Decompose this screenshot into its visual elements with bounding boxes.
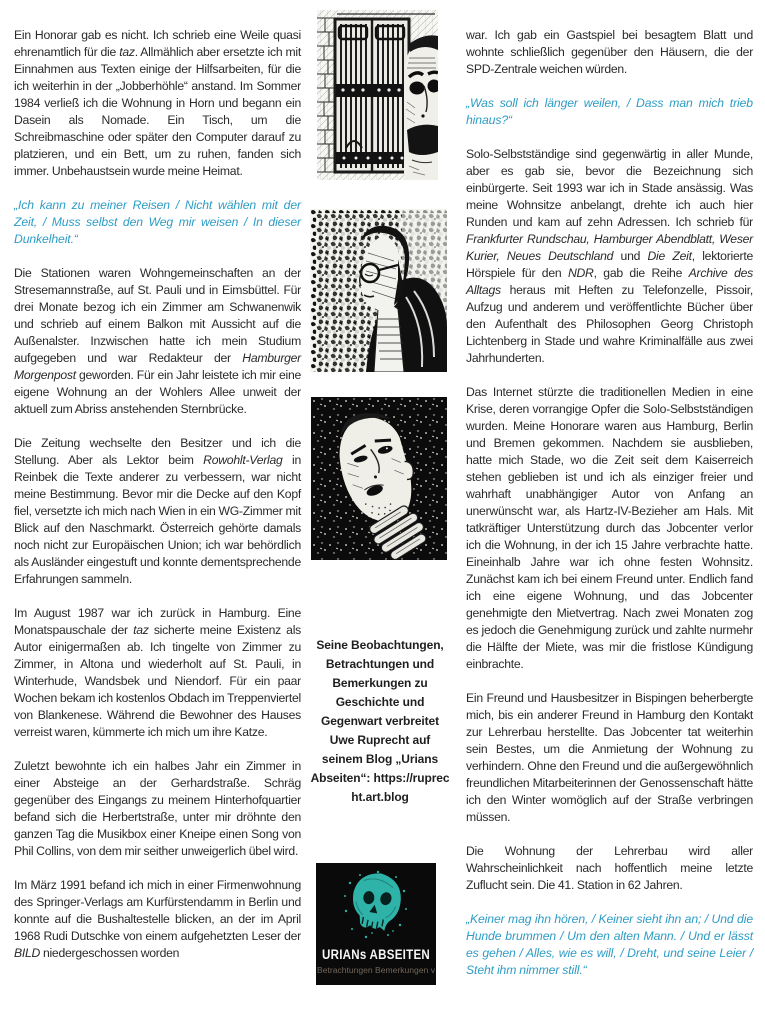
man-beside-iron-gate-image	[317, 10, 438, 180]
pull-quote: „Ich kann zu meiner Reisen / Nicht wählen mit der Zeit, / Muss selbst den Weg mir weisen / In dieser Dunkelheit.“	[14, 198, 301, 246]
paragraph: Das Internet stürzte die traditionellen Medien in eine Krise, deren vorrangige Opfer die Solo-Selbstständigen wurden. Meine Honorare waren aus Hamburg, Berlin und Bremen gekommen. Nachdem sie ausblieben, hatte mich Stade, wo die Zeit seit dem Kaiserreich stehen geblieben ist und ich als einziger freier und wahrhaft unabhängiger Autor von Anfang an unerwünscht war, als Hartz-IV-Bezieher am Hals. Mit tatkräftiger Unterstützung durch das Jobcenter verlor ich die Wohnung, in der ich 15 Jahre verbrachte hatte. Eineinhalb Jahre war ich ohne festen Wohnsitz. Zunächst kam ich bei einem Freund unter. Endlich fand ich eine eigene Wohnung, und das Jobcenter genehmigte den Mietvertrag. Nach zwei Monaten zog es jedoch die Genehmigung zurück und zahlte nurmehr die Hälfte der Miete, was mir die fristlose Kündigung einbrachte.	[466, 385, 753, 671]
paragraph: war. Ich gab ein Gastspiel bei besagtem Blatt und wohnte schließlich gegenüber den Häusern, die der SPD-Zentrale weichen würden.	[466, 28, 753, 76]
paragraph: Ein Freund und Hausbesitzer in Bispingen beherbergte mich, bis ein anderer Freund in Hamburg den Kontakt zur Lehrerbau herstellte. Das Jobcenter tat weiterhin sein Bestes, um die Anmietung der Wohnung zu verhindern. Ohne den Freund und die außergewöhnlich freundlichen Mitarbeiterinnen der Genossenschaft hätte ich den Winter womöglich auf der Straße verbringen müssen.	[466, 691, 753, 824]
man-with-glasses-image	[310, 209, 447, 372]
paragraph: Ein Honorar gab es nicht. Ich schrieb eine Weile quasi ehrenamtlich für die taz. Allmählich aber ersetzte ich mit Einnahmen aus Texten einige der Hilfsarbeiten, für die ich weiterhin in der „Jobberhöhle“ anstand. Im Sommer 1984 verließ ich die Wohnung in Horn und begann ein Dasein als Nomade. Ein Tisch, um die Schreibmaschine oder später den Computer darauf zu platzieren, und ein Bett, um zu ruhen, fanden sich immer. Unbehaustsein wurde meine Heimat.	[14, 28, 301, 178]
cover-title: URIANs ABSEITEN	[322, 947, 430, 962]
blog-caption	[310, 636, 450, 807]
blog-url-link[interactable]: https://ruprecht.art.blog	[351, 771, 450, 804]
gate-drawing	[335, 19, 409, 172]
cover-subtitle: Betrachtungen Bemerkungen v	[317, 966, 435, 975]
paragraph: Im August 1987 war ich zurück in Hamburg. Eine Monatspauschale der taz sicherte meine Existenz als Autor einigermaßen ab. Ich tingelte von Zimmer zu Zimmer, in Altona und wiederholt auf St. Pauli, in Winterhude, Wandsbek und Niendorf. Für ein paar Wochen bekam ich kostenlos Obdach im Treppenviertel von Blankenese. Während die Bewohner des Hauses verreist waren, kümmerte ich mich um ihre Katze.	[14, 606, 301, 739]
urians-abseiten-book-cover	[316, 863, 436, 985]
face-drawing	[404, 35, 438, 180]
right-text-column	[466, 27, 753, 996]
pull-quote: „Was soll ich länger weilen, / Dass man mich trieb hinaus?“	[466, 96, 753, 127]
paragraph: Solo-Selbstständige sind gegenwärtig in aller Munde, aber es gab sie, bevor die Bezeichnung sich einbürgerte. Seit 1993 war ich in Stade ansässig. Was meine Wohnsitze anbelangt, drehte ich auch hier Runden und kam auf zehn Adressen. Ich schrieb für Frankfurter Rundschau, Hamburger Abendblatt, Weser Kurier, Neues Deutschland und Die Zeit, lektorierte Hörspiele für den NDR, gab die Reihe Archive des Alltags heraus mit Heften zu Telefonzelle, Pissoir, Aufzug und anderem und veröffentlichte Bücher über den Aufenthalt des Philosophen Georg Christoph Lichtenberg in Stade und wahre Kriminalfälle aus zwei Jahrhunderten.	[466, 147, 753, 365]
man-head-tilted-image	[311, 397, 447, 560]
paragraph: Zuletzt bewohnte ich ein halbes Jahr ein Zimmer in einer Absteige an der Gerhardstraße. Schräg gegenüber des Eingangs zu meinem Hinterhofquartier befand sich die Herbertstraße, unter mir dröhnte den ganzen Tag die Musikbox einer Kneipe einen Song von Phil Collins, von dem mir seither unweigerlich übel wird.	[14, 759, 301, 858]
paragraph: Die Zeitung wechselte den Besitzer und ich die Stellung. Aber als Lektor beim Rowohlt-Verlag in Reinbek die Texte anderer zu verbessern, war nicht meine Bestimmung. Bevor mir die Decke auf den Kopf fiel, versetzte ich mich nach Wien in ein WG-Zimmer mit Blick auf den Naschmarkt. Österreich gehörte damals noch nicht zur Europäischen Union; ich war behördlich als Ausländer eingestuft und konnte dementsprechende Erfahrungen sammeln.	[14, 436, 301, 586]
pull-quote: „Keiner mag ihn hören, / Keiner sieht ihn an; / Und die Hunde brummen / Um den alten Mann. / Und er lässt es gehen / Alles, wie es will, / Dreht, und seine Leier / Steht ihm nimmer still.“	[466, 912, 753, 977]
middle-media-column	[310, 0, 450, 1024]
paragraph: Die Wohnung der Lehrerbau wird aller Wahrscheinlichkeit nach hoffentlich meine letzte Zuflucht sein. Die 41. Station in 62 Jahren.	[466, 844, 753, 892]
left-text-column	[14, 27, 301, 979]
paragraph: Die Stationen waren Wohngemeinschaften an der Stresemannstraße, auf St. Pauli und in Eimsbüttel. Für drei Monate bezog ich ein Zimmer am Schwanenwik und schrieb auf einem Balkon mit Aussicht auf die Außenalster. Inzwischen hatte ich mein Studium aufgegeben und war Redakteur der Hamburger Morgenpost geworden. Für ein Jahr leistete ich mir eine eigene Wohnung an der Wohlers Allee unweit der aktuell zum Abriss anstehenden Sternbrücke.	[14, 266, 301, 416]
blog-caption-text: Seine Beobachtungen, Betrachtungen und Bemerkungen zu Geschichte und Gegenwart verbreitet Uwe Ruprecht auf seinem Blog „Urians Abseiten“:	[310, 638, 444, 785]
paragraph: Im März 1991 befand ich mich in einer Firmenwohnung des Springer-Verlags am Kurfürstendamm in Berlin und konnte auf die Bushaltestelle blicken, an der im April 1968 Rudi Dutschke von einem aufgehetzten Leser der BILD niedergeschossen worden	[14, 878, 301, 960]
